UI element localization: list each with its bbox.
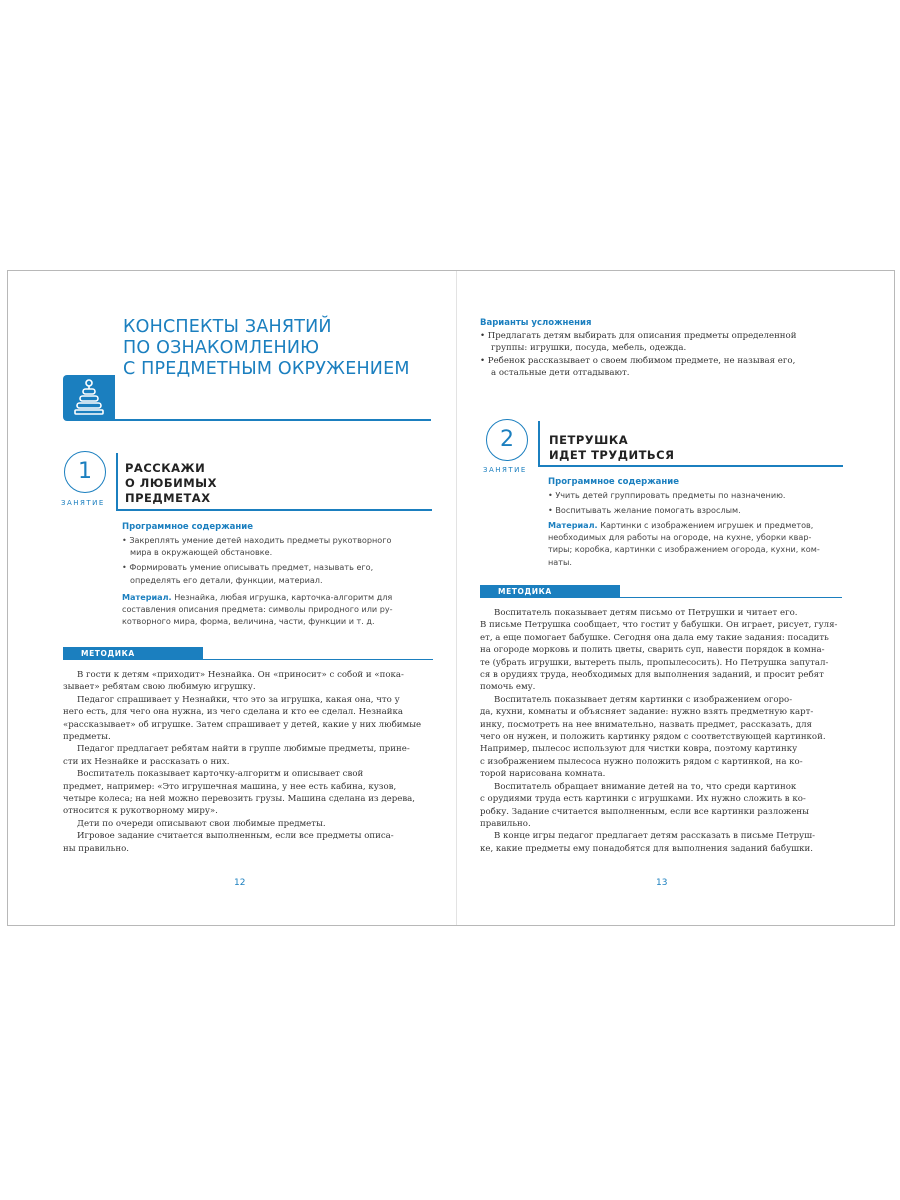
method-text [480,607,837,855]
method-line: инку, посмотреть на нее внимательно, назвать предмет, рассказать, для [480,719,812,730]
method-line: ся в орудиях труда, необходимых для выполнения заданий, и просит ребят [480,670,824,681]
lesson-title-line: ПЕТРУШКА [549,433,629,447]
book-spread [7,270,895,926]
program-content [122,534,391,586]
lesson-divider [538,421,540,467]
method-line: предметы. [63,732,111,743]
variants-line: группы: игрушки, посуда, мебель, одежда. [491,343,687,354]
method-line: Педагог спрашивает у Незнайки, что это за игрушка, какая она, что у [77,694,400,705]
method-line: торой нарисована комната. [480,769,606,780]
program-line: • Учить детей группировать предметы по назначению. [548,490,786,500]
lesson-underline [538,465,843,467]
material-line: наты. [548,556,572,567]
method-line: да, кухни, комнаты и объясняет задание: нужно взять предметную карт- [480,707,814,718]
method-line: Воспитатель обращает внимание детей на то, что среди картинок [494,781,797,792]
method-line: ке, какие предметы ему понадобятся для выполнения заданий бабушки. [480,843,813,854]
method-line: с изображением пылесоса нужно положить рядом с картинкой, на ко- [480,756,803,767]
method-line: ет, а еще помогает бабушке. Сегодня она дала ему такие задания: посадить [480,632,829,643]
lesson-label: ЗАНЯТИЕ [483,466,527,474]
method-line: относится к рукотворному миру». [63,806,218,817]
chapter-title-line: С ПРЕДМЕТНЫМ ОКРУЖЕНИЕМ [123,359,410,379]
method-line: зывает» ребятам свою любимую игрушку. [63,682,256,693]
method-line: него есть, для чего она нужна, из чего сделана и кто ее сделал. Незнайка [63,707,403,718]
material-line: Картинки с изображением игрушек и предметов, [597,520,814,530]
method-line: помочь ему. [480,682,536,693]
method-line: Воспитатель показывает детям письмо от Петрушки и читает его. [494,608,798,618]
lesson-label: ЗАНЯТИЕ [61,499,105,507]
chapter-title-line: КОНСПЕКТЫ ЗАНЯТИЙ [123,317,332,337]
program-line: определять его детали, функции, материал. [130,574,323,585]
lesson-underline [116,509,432,511]
method-line: Педагог предлагает ребятам найти в группе любимые предметы, прине- [77,744,410,755]
method-line: робку. Задание считается выполненным, если все картинки разложены [480,806,809,817]
method-line: В письме Петрушка сообщает, что гостит у бабушки. Он играет, рисует, гуля- [480,620,838,631]
method-line: сти их Незнайке и рассказать о них. [63,756,230,767]
right-page [456,271,896,925]
lesson-title-line: ИДЕТ ТРУДИТЬСЯ [549,448,675,462]
page-number: 12 [234,878,246,888]
variants-line: • Предлагать детям выбирать для описания предметы определенной [480,331,797,341]
method-line: Игровое задание считается выполненным, если все предметы описа- [77,831,394,842]
pyramid-toy-icon [63,375,115,421]
method-line: В конце игры педагог предлагает детям рассказать в письме Петруш- [494,831,815,842]
lesson-title [125,461,217,506]
page-number: 13 [656,878,668,888]
method-banner: МЕТОДИКА ПРОВЕДЕНИЯ [63,647,203,660]
material-line: котворного мира, форма, величина, части, функции и т. д. [122,616,375,627]
lesson-title [549,433,674,463]
method-line: Дети по очереди описывают свои любимые предметы. [77,818,326,829]
material-label: Материал. [548,520,598,530]
material-line: составления описания предмета: символы природного или ру- [122,604,393,615]
method-line: правильно. [480,818,531,829]
variants-line: а остальные дети отгадывают. [491,368,630,379]
material-line: Незнайка, любая игрушка, карточка-алгоритм для [171,592,393,602]
method-line: на огороде морковь и полить цветы, сварить суп, навести порядок в комна- [480,645,825,656]
material-block [122,591,393,628]
material-block [548,519,820,568]
left-page [8,271,456,925]
method-line: чего он нужен, и положить картинку рядом с соответствующей картинкой. [480,732,826,743]
program-line: мира в окружающей обстановке. [130,547,273,558]
method-banner: МЕТОДИКА ПРОВЕДЕНИЯ [480,585,620,598]
lesson-divider [116,453,118,511]
method-text [63,669,421,855]
method-line: предмет, например: «Это игрушечная машина, у нее есть кабина, кузов, [63,781,397,792]
method-banner-rule [203,659,433,660]
lesson-number: 1 [64,451,106,493]
material-line: необходимых для работы на огороде, на кухне, уборки квар- [548,532,812,543]
method-banner-rule [620,597,842,598]
material-label: Материал. [122,592,172,602]
method-line: В гости к детям «приходит» Незнайка. Он «приносит» с собой и «пока- [77,670,404,680]
chapter-divider [115,419,431,421]
variants-list [480,330,796,380]
program-heading: Программное содержание [548,477,680,487]
method-line: те (убрать игрушки, вытереть пыль, пропылесосить). Но Петрушка запутал- [480,657,829,668]
variants-line: • Ребенок рассказывает о своем любимом предмете, не называя его, [480,355,796,366]
method-line: Воспитатель показывает карточку-алгоритм и описывает свой [77,769,364,780]
lesson-number: 2 [486,419,528,461]
method-line: с орудиями труда есть картинки с игрушками. Их нужно сложить в ко- [480,794,806,805]
method-line: Воспитатель показывает детям картинки с изображением огоро- [494,694,793,705]
chapter-title-line: ПО ОЗНАКОМЛЕНИЮ [123,338,320,358]
method-line: «рассказывает» об игрушке. Затем спрашивает у детей, какие у них любимые [63,719,422,730]
chapter-title [123,317,443,380]
method-line: Например, пылесос используют для чистки ковра, поэтому картинку [480,744,798,755]
program-line: • Закреплять умение детей находить предметы рукотворного [122,535,392,545]
program-heading: Программное содержание [122,522,254,532]
material-line: тиры; коробка, картинки с изображением огорода, кухни, ком- [548,544,820,555]
program-line: • Формировать умение описывать предмет, называть его, [122,562,374,573]
program-content [548,489,785,516]
variants-heading: Варианты усложнения [480,318,592,328]
lesson-title-line: ПРЕДМЕТАХ [125,491,211,505]
method-line: четыре колеса; на ней можно перевозить грузы. Машина сделана из дерева, [63,794,416,805]
lesson-title-line: О ЛЮБИМЫХ [125,476,217,490]
program-line: • Воспитывать желание помогать взрослым. [548,505,741,516]
lesson-title-line: РАССКАЖИ [125,461,206,475]
method-line: ны правильно. [63,843,129,854]
